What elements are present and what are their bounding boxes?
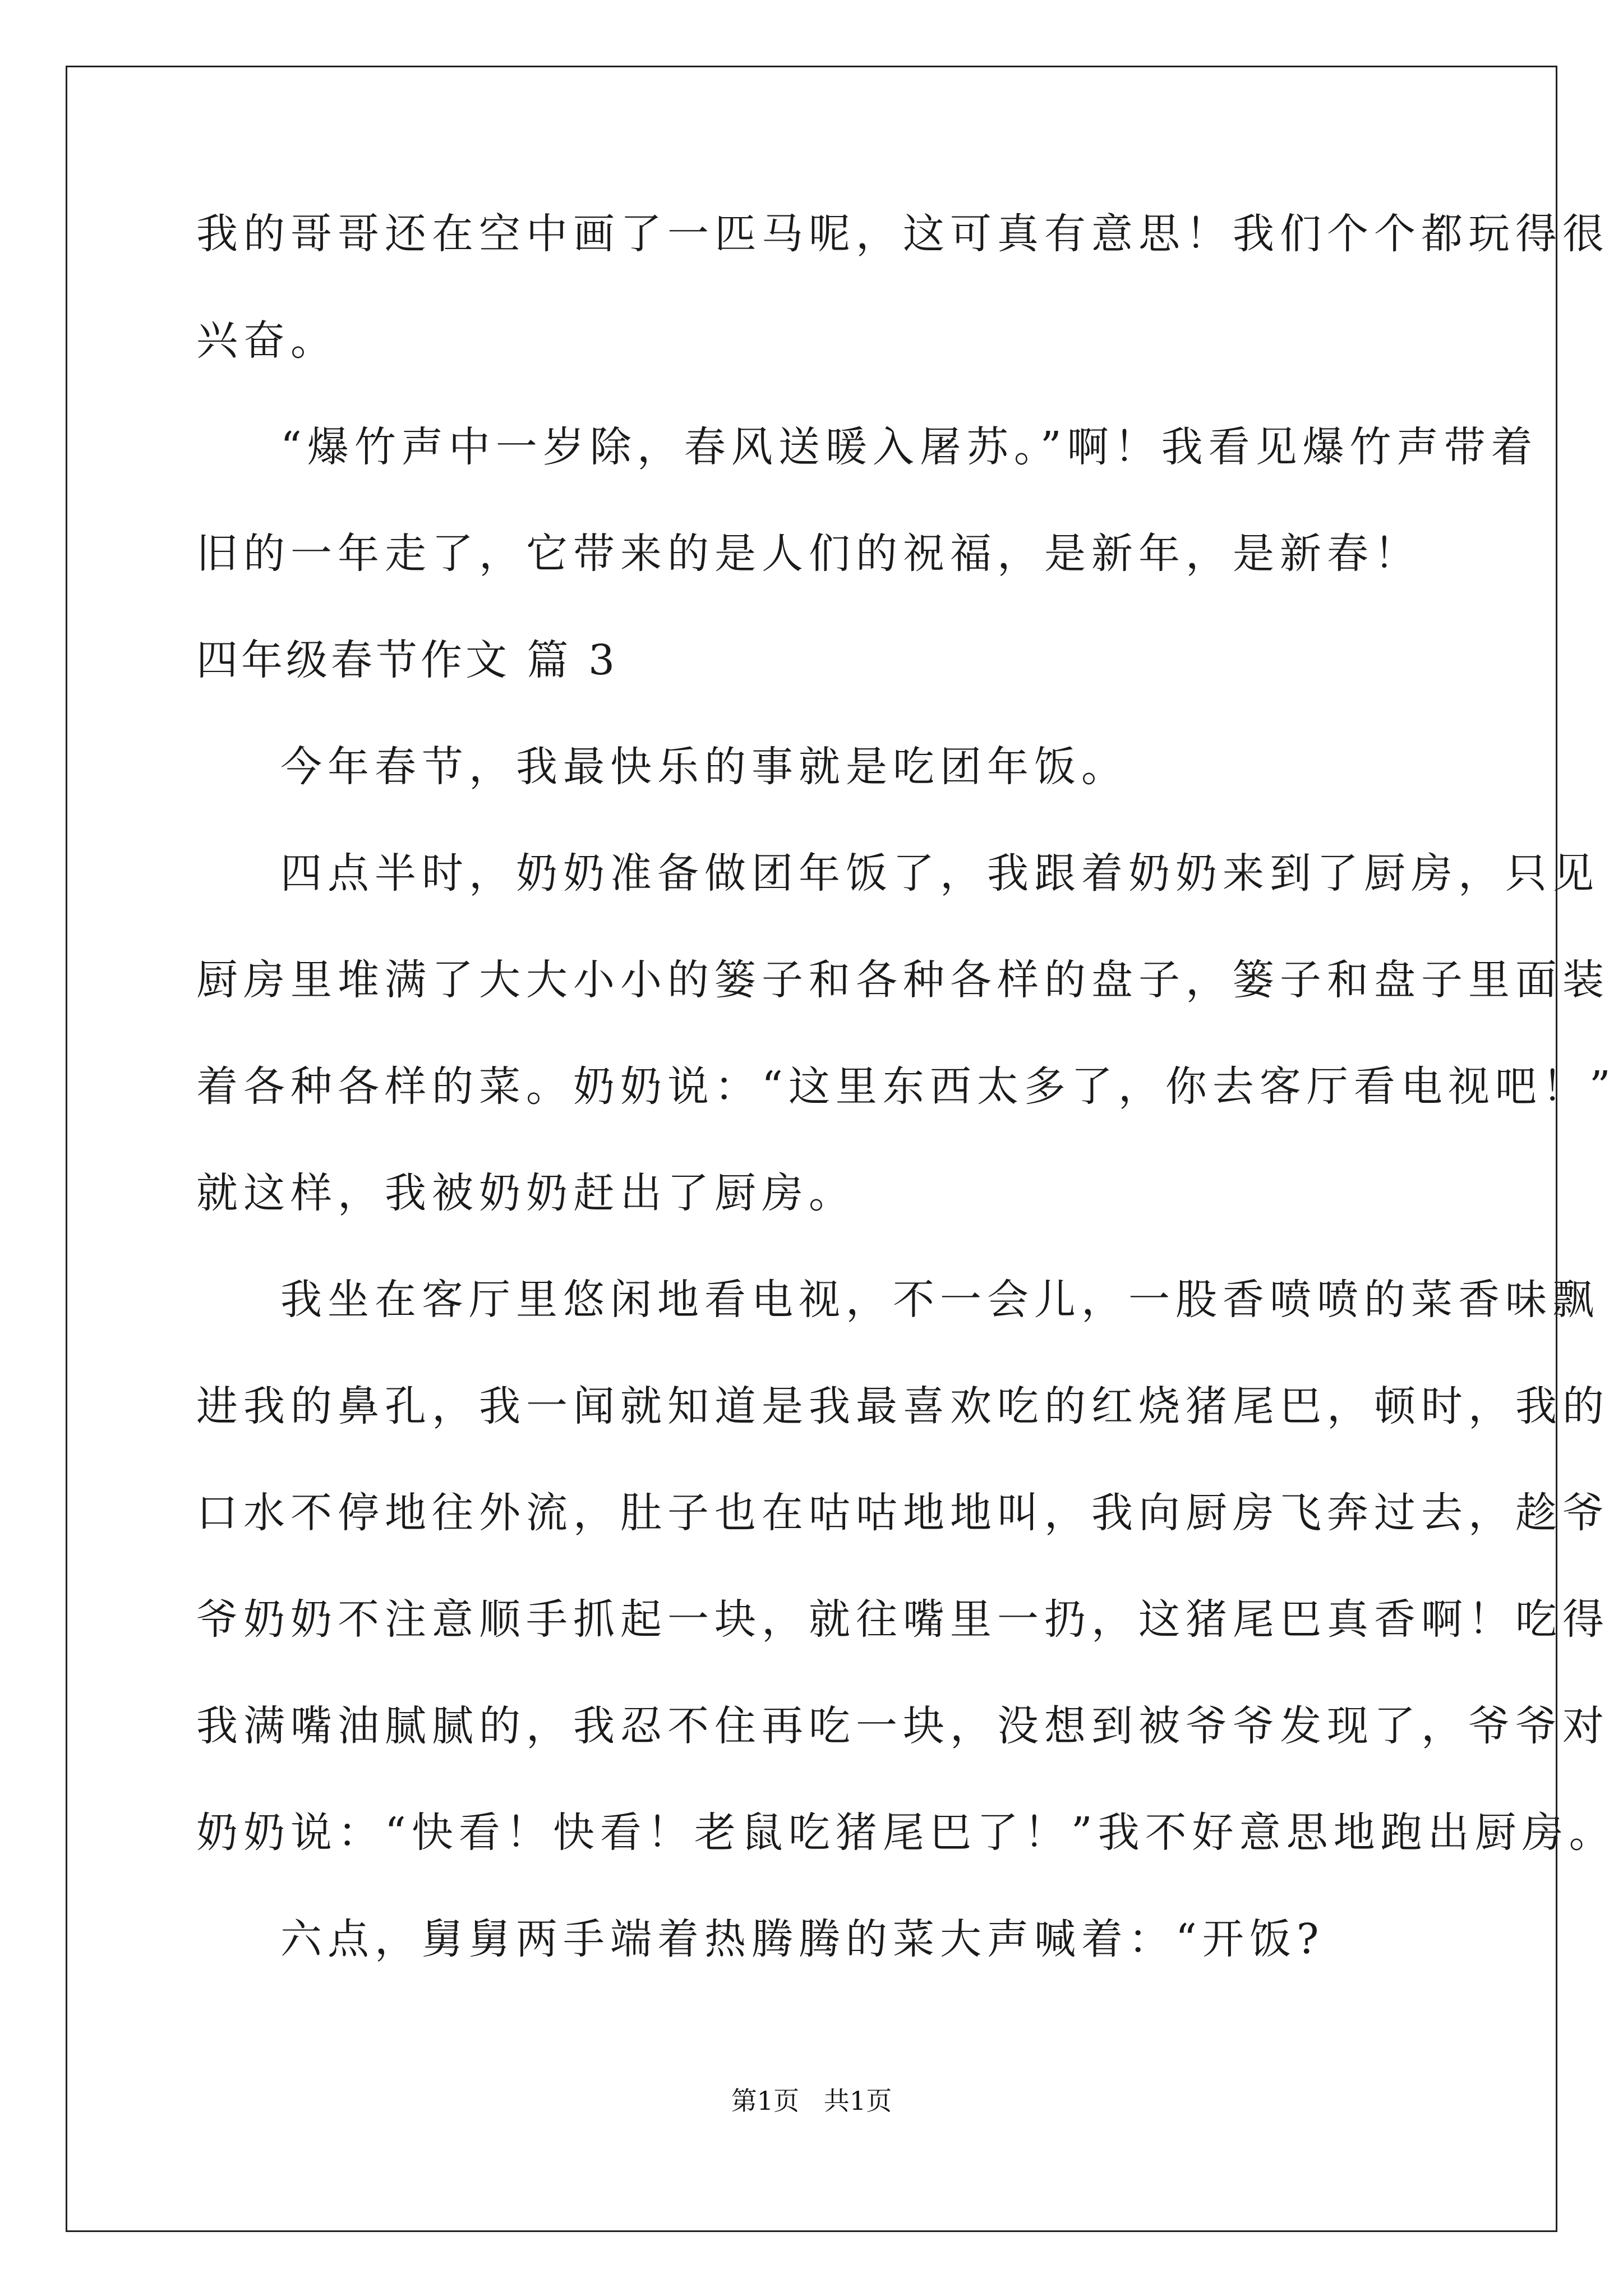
section-heading: 四年级春节作文 篇 3 (196, 636, 619, 684)
text-line: 进我的鼻孔，我一闻就知道是我最喜欢吃的红烧猪尾巴，顿时，我的 (196, 1382, 1610, 1430)
text-line: 奶奶说：“快看！快看！老鼠吃猪尾巴了！”我不好意思地跑出厨房。 (196, 1809, 1616, 1857)
text-line: 爷奶奶不注意顺手抓起一块，就往嘴里一扔，这猪尾巴真香啊！吃得 (196, 1595, 1610, 1644)
text-line: 就这样，我被奶奶赶出了厨房。 (196, 1169, 856, 1217)
text-line: 口水不停地往外流，肚子也在咕咕地地叫，我向厨房飞奔过去，趁爷 (196, 1489, 1610, 1537)
text-line: 厨房里堆满了大大小小的篓子和各种各样的盘子，篓子和盘子里面装 (196, 956, 1610, 1004)
text-line: 旧的一年走了，它带来的是人们的祝福，是新年，是新春！ (196, 530, 1421, 578)
document-body (196, 208, 1616, 1966)
text-line: 我的哥哥还在空中画了一匹马呢，这可真有意思！我们个个都玩得很 (196, 210, 1610, 258)
text-line: 今年春节，我最快乐的事就是吃团年饭。 (280, 743, 1128, 791)
text-line: 兴奋。 (196, 316, 338, 365)
text-line: 六点，舅舅两手端着热腾腾的菜大声喊着：“开饭? (280, 1915, 1325, 1963)
text-line: 我坐在客厅里悠闲地看电视，不一会儿，一股香喷喷的菜香味飘 (280, 1276, 1599, 1324)
text-line: 我满嘴油腻腻的，我忍不住再吃一块，没想到被爷爷发现了，爷爷对 (196, 1702, 1610, 1750)
text-line: 着各种各样的菜。奶奶说：“这里东西太多了，你去客厅看电视吧！” (196, 1062, 1616, 1111)
text-line: 四点半时，奶奶准备做团年饭了，我跟着奶奶来到了厨房，只见 (280, 849, 1599, 898)
page-footer: 第1页 共1页 (731, 2086, 892, 2116)
text-line: “爆竹声中一岁除，春风送暖入屠苏。”啊！我看见爆竹声带着 (280, 423, 1538, 471)
